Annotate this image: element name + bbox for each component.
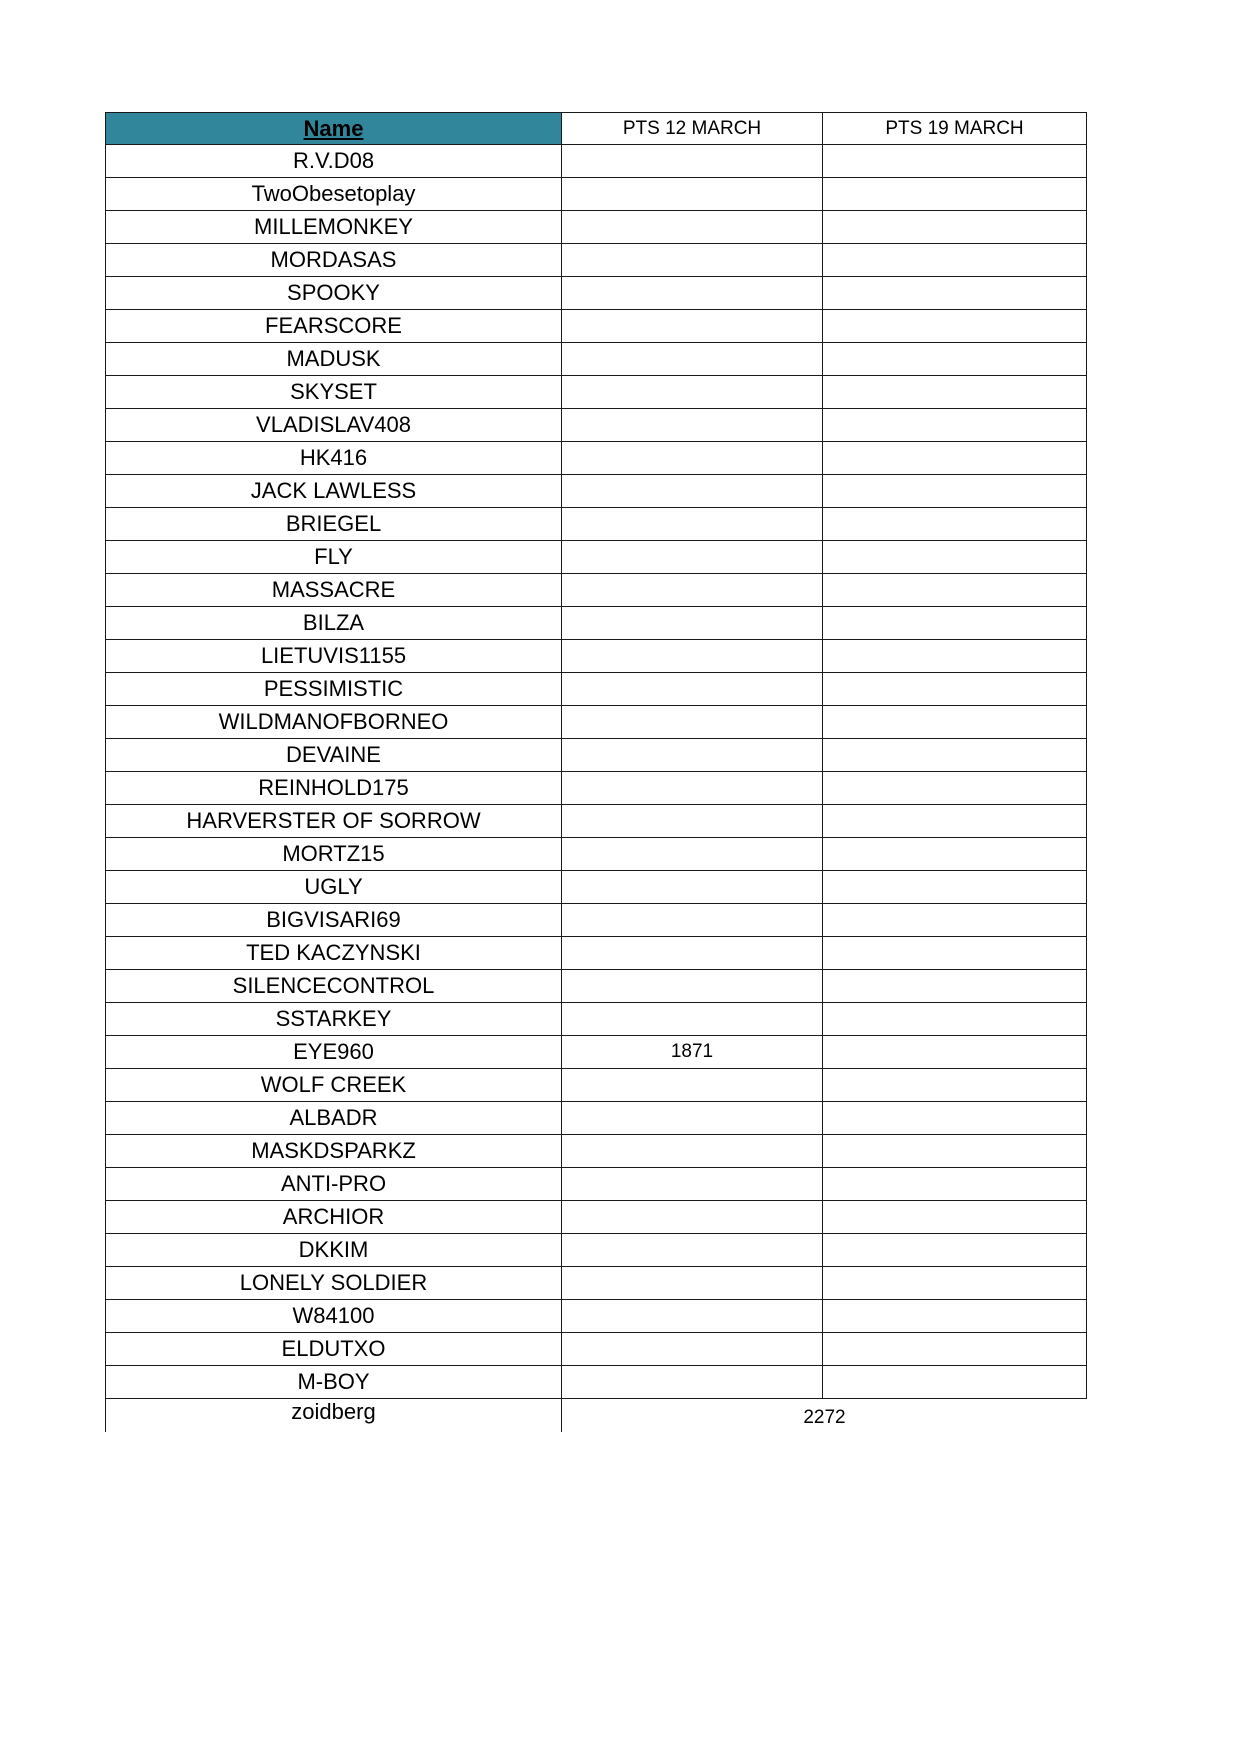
pts-19-march-cell[interactable] (822, 1102, 1087, 1135)
pts-19-march-cell[interactable] (822, 343, 1087, 376)
points-table (105, 112, 1087, 1432)
pts-19-march-cell[interactable] (822, 541, 1087, 574)
pts-19-march-cell[interactable] (822, 904, 1087, 937)
pts-19-march-cell[interactable] (822, 1267, 1087, 1300)
name-cell[interactable]: ELDUTXO (105, 1333, 561, 1366)
pts-19-march-cell[interactable] (822, 1168, 1087, 1201)
pts-19-march-cell[interactable] (822, 376, 1087, 409)
name-cell[interactable]: HK416 (105, 442, 561, 475)
pts-12-march-cell[interactable] (561, 1234, 822, 1267)
table-row (105, 838, 1087, 871)
name-cell[interactable]: W84100 (105, 1300, 561, 1333)
table-row (105, 1003, 1087, 1036)
pts-19-march-cell[interactable] (822, 310, 1087, 343)
pts-12-march-cell[interactable] (561, 541, 822, 574)
pts-19-march-cell[interactable] (822, 838, 1087, 871)
pts-19-march-cell[interactable] (822, 607, 1087, 640)
header-name[interactable]: Name (105, 112, 561, 145)
pts-19-march-cell[interactable] (822, 574, 1087, 607)
pts-12-march-cell[interactable] (561, 574, 822, 607)
pts-12-march-cell[interactable] (561, 739, 822, 772)
pts-19-march-cell[interactable] (822, 1069, 1087, 1102)
table-row (105, 1366, 1087, 1399)
name-cell[interactable]: ALBADR (105, 1102, 561, 1135)
table-row (105, 508, 1087, 541)
pts-12-march-cell[interactable] (561, 508, 822, 541)
name-cell[interactable]: WILDMANOFBORNEO (105, 706, 561, 739)
pts-19-march-cell[interactable] (822, 475, 1087, 508)
pts-19-march-cell[interactable] (822, 772, 1087, 805)
table-row (105, 1168, 1087, 1201)
pts-19-march-cell[interactable] (822, 739, 1087, 772)
pts-19-march-cell[interactable] (822, 1003, 1087, 1036)
name-cell[interactable]: M-BOY (105, 1366, 561, 1399)
pts-12-march-cell[interactable] (561, 1102, 822, 1135)
name-cell[interactable]: LONELY SOLDIER (105, 1267, 561, 1300)
pts-12-march-cell[interactable] (561, 1135, 822, 1168)
table-header-row (105, 112, 1087, 145)
pts-12-march-cell[interactable] (561, 640, 822, 673)
pts-12-march-cell[interactable] (561, 145, 822, 178)
table-row (105, 1201, 1087, 1234)
pts-19-march-cell[interactable] (822, 277, 1087, 310)
pts-12-march-cell[interactable] (561, 1201, 822, 1234)
name-cell[interactable]: SILENCECONTROL (105, 970, 561, 1003)
table-row (105, 739, 1087, 772)
pts-12-march-cell[interactable] (561, 970, 822, 1003)
name-cell[interactable]: BILZA (105, 607, 561, 640)
pts-19-march-cell[interactable] (822, 178, 1087, 211)
merged-points-cell[interactable]: 2272 (561, 1399, 1087, 1432)
name-cell[interactable]: MORTZ15 (105, 838, 561, 871)
table-row (105, 244, 1087, 277)
table-row (105, 442, 1087, 475)
name-cell[interactable]: DKKIM (105, 1234, 561, 1267)
name-cell[interactable]: zoidberg (105, 1399, 561, 1432)
table-row (105, 211, 1087, 244)
table-row (105, 343, 1087, 376)
pts-19-march-cell[interactable] (822, 1234, 1087, 1267)
pts-19-march-cell[interactable] (822, 1366, 1087, 1399)
pts-19-march-cell[interactable] (822, 970, 1087, 1003)
pts-19-march-cell[interactable] (822, 1201, 1087, 1234)
table-row (105, 970, 1087, 1003)
pts-12-march-cell[interactable] (561, 904, 822, 937)
pts-19-march-cell[interactable] (822, 1300, 1087, 1333)
name-cell[interactable]: MASKDSPARKZ (105, 1135, 561, 1168)
name-cell[interactable]: FLY (105, 541, 561, 574)
pts-12-march-cell[interactable] (561, 343, 822, 376)
pts-19-march-cell[interactable] (822, 244, 1087, 277)
name-cell[interactable]: LIETUVIS1155 (105, 640, 561, 673)
pts-19-march-cell[interactable] (822, 145, 1087, 178)
pts-12-march-cell[interactable] (561, 772, 822, 805)
table-row (105, 409, 1087, 442)
pts-12-march-cell[interactable] (561, 1366, 822, 1399)
pts-12-march-cell[interactable] (561, 607, 822, 640)
name-cell[interactable]: REINHOLD175 (105, 772, 561, 805)
name-cell[interactable]: SKYSET (105, 376, 561, 409)
name-cell[interactable]: ARCHIOR (105, 1201, 561, 1234)
pts-19-march-cell[interactable] (822, 442, 1087, 475)
table-row (105, 607, 1087, 640)
pts-12-march-cell[interactable] (561, 310, 822, 343)
name-cell[interactable]: MADUSK (105, 343, 561, 376)
pts-12-march-cell[interactable] (561, 178, 822, 211)
header-pts-12-march[interactable]: PTS 12 MARCH (561, 112, 822, 145)
table-row (105, 1267, 1087, 1300)
name-cell[interactable]: BRIEGEL (105, 508, 561, 541)
pts-19-march-cell[interactable] (822, 1135, 1087, 1168)
table-row (105, 178, 1087, 211)
name-cell[interactable]: ANTI-PRO (105, 1168, 561, 1201)
table-row (105, 772, 1087, 805)
pts-19-march-cell[interactable] (822, 805, 1087, 838)
name-cell[interactable]: TED KACZYNSKI (105, 937, 561, 970)
table-row (105, 1300, 1087, 1333)
table-row (105, 904, 1087, 937)
table-row (105, 1102, 1087, 1135)
table-row (105, 541, 1087, 574)
pts-12-march-cell[interactable] (561, 1333, 822, 1366)
table-row (105, 937, 1087, 970)
name-cell[interactable]: SSTARKEY (105, 1003, 561, 1036)
name-cell[interactable]: SPOOKY (105, 277, 561, 310)
name-cell[interactable]: FEARSCORE (105, 310, 561, 343)
name-cell[interactable]: DEVAINE (105, 739, 561, 772)
pts-12-march-cell[interactable] (561, 376, 822, 409)
pts-19-march-cell[interactable] (822, 1036, 1087, 1069)
table-row (105, 871, 1087, 904)
pts-19-march-cell[interactable] (822, 937, 1087, 970)
pts-19-march-cell[interactable] (822, 409, 1087, 442)
name-cell[interactable]: JACK LAWLESS (105, 475, 561, 508)
table-row (105, 1234, 1087, 1267)
table-row (105, 475, 1087, 508)
table-row (105, 640, 1087, 673)
name-cell[interactable]: VLADISLAV408 (105, 409, 561, 442)
table-row-last (105, 1399, 1087, 1432)
name-cell[interactable]: HARVERSTER OF SORROW (105, 805, 561, 838)
pts-19-march-cell[interactable] (822, 871, 1087, 904)
table-row (105, 673, 1087, 706)
name-cell[interactable]: PESSIMISTIC (105, 673, 561, 706)
table-row (105, 1036, 1087, 1069)
pts-19-march-cell[interactable] (822, 508, 1087, 541)
table-row (105, 310, 1087, 343)
pts-12-march-cell[interactable] (561, 1003, 822, 1036)
name-cell[interactable]: BIGVISARI69 (105, 904, 561, 937)
pts-12-march-cell[interactable] (561, 706, 822, 739)
table-row (105, 145, 1087, 178)
table-row (105, 1333, 1087, 1366)
table-row (105, 376, 1087, 409)
header-pts-19-march[interactable]: PTS 19 MARCH (822, 112, 1087, 145)
name-cell[interactable]: EYE960 (105, 1036, 561, 1069)
name-cell[interactable]: UGLY (105, 871, 561, 904)
pts-12-march-cell[interactable] (561, 1267, 822, 1300)
table-row (105, 706, 1087, 739)
pts-12-march-cell[interactable] (561, 1168, 822, 1201)
pts-19-march-cell[interactable] (822, 640, 1087, 673)
pts-12-march-cell[interactable] (561, 937, 822, 970)
pts-12-march-cell[interactable] (561, 442, 822, 475)
pts-12-march-cell[interactable] (561, 277, 822, 310)
pts-12-march-cell[interactable] (561, 805, 822, 838)
name-cell[interactable]: WOLF CREEK (105, 1069, 561, 1102)
pts-19-march-cell[interactable] (822, 706, 1087, 739)
table-row (105, 1069, 1087, 1102)
name-cell[interactable]: TwoObesetoplay (105, 178, 561, 211)
name-cell[interactable]: MASSACRE (105, 574, 561, 607)
pts-12-march-cell[interactable] (561, 409, 822, 442)
pts-12-march-cell[interactable] (561, 673, 822, 706)
pts-12-march-cell[interactable] (561, 211, 822, 244)
name-cell[interactable]: R.V.D08 (105, 145, 561, 178)
pts-12-march-cell[interactable] (561, 1069, 822, 1102)
table-row (105, 277, 1087, 310)
table-row (105, 805, 1087, 838)
pts-19-march-cell[interactable] (822, 1333, 1087, 1366)
pts-12-march-cell[interactable] (561, 838, 822, 871)
table-row (105, 1135, 1087, 1168)
pts-12-march-cell[interactable]: 1871 (561, 1036, 822, 1069)
pts-19-march-cell[interactable] (822, 211, 1087, 244)
name-cell[interactable]: MORDASAS (105, 244, 561, 277)
pts-12-march-cell[interactable] (561, 244, 822, 277)
pts-12-march-cell[interactable] (561, 871, 822, 904)
table-body (105, 145, 1087, 1399)
pts-19-march-cell[interactable] (822, 673, 1087, 706)
table-row (105, 574, 1087, 607)
pts-12-march-cell[interactable] (561, 475, 822, 508)
pts-12-march-cell[interactable] (561, 1300, 822, 1333)
name-cell[interactable]: MILLEMONKEY (105, 211, 561, 244)
